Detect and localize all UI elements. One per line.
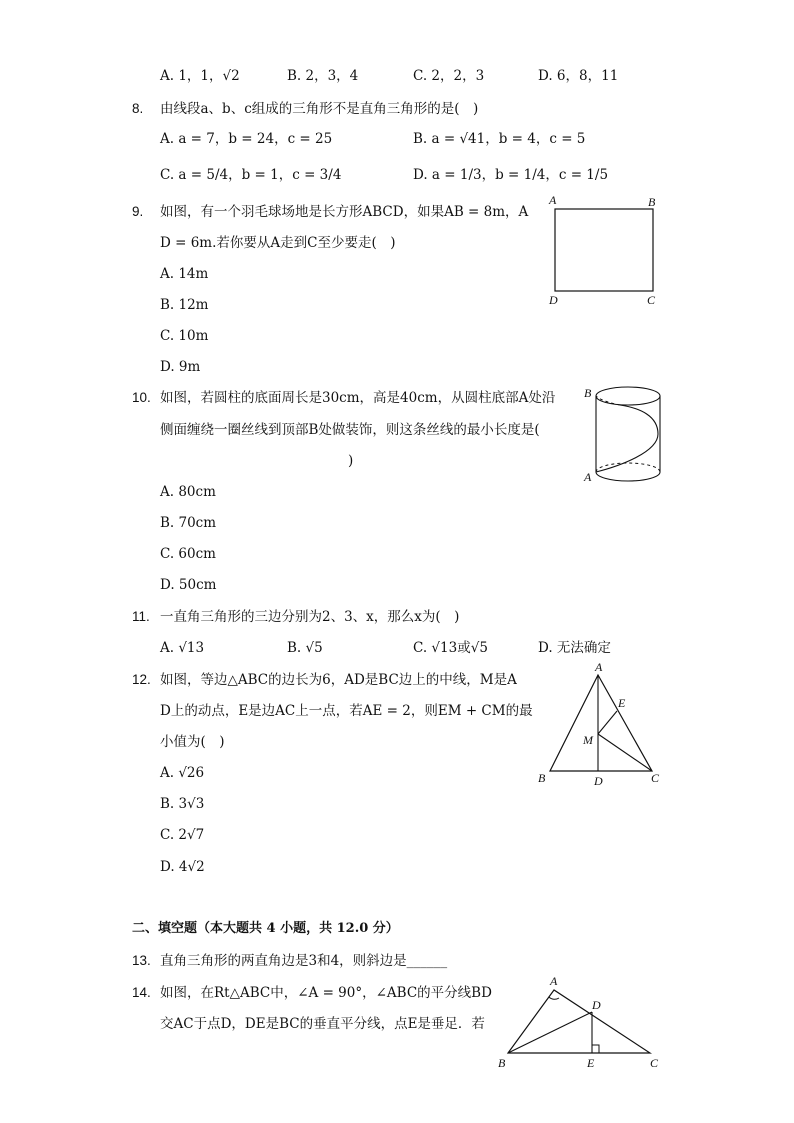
rect-label-c: C xyxy=(647,293,656,307)
q7-option-a: A. 1，1，√2 xyxy=(160,68,240,84)
q8-option-a: A. a = 7，b = 24，c = 25 xyxy=(160,131,333,147)
q10-option-a: A. 80cm xyxy=(160,484,216,500)
q8-number: 8. xyxy=(132,101,144,116)
rt-label-a: A xyxy=(550,974,558,988)
q11-stem: 一直角三角形的三边分别为2、3、x，那么x为( ) xyxy=(160,609,460,625)
tri-label-a: A xyxy=(595,660,603,674)
q12-option-d: D. 4√2 xyxy=(160,859,205,875)
q10-stem-line3: ) xyxy=(348,453,354,469)
q8-option-c: C. a = 5/4，b = 1，c = 3/4 xyxy=(160,167,342,183)
q12-stem-line2: D上的动点，E是边AC上一点，若AE = 2，则EM + CM的最 xyxy=(160,703,533,719)
tri-label-c: C xyxy=(651,771,660,785)
q7-option-b: B. 2，3，4 xyxy=(287,68,359,84)
q9-number: 9. xyxy=(132,204,144,219)
q12-stem-line1: 如图，等边△ABC的边长为6，AD是BC边上的中线，M是A xyxy=(160,672,517,688)
q9-stem-line1: 如图，有一个羽毛球场地是长方形ABCD，如果AB = 8m，A xyxy=(160,204,529,220)
q12-number: 12. xyxy=(132,672,151,687)
q11-option-c: C. √13或√5 xyxy=(413,640,488,656)
q14-number: 14. xyxy=(132,985,151,1000)
rect-label-b: B xyxy=(648,195,656,209)
tri-label-m: M xyxy=(583,733,593,747)
q11-number: 11. xyxy=(132,609,150,624)
tri-label-d: D xyxy=(594,774,603,788)
q9-option-d: D. 9m xyxy=(160,359,201,375)
q11-option-a: A. √13 xyxy=(160,640,205,656)
q9-option-c: C. 10m xyxy=(160,328,209,344)
section-title-fill-blank: 二、填空题（本大题共 4 小题，共 12.0 分） xyxy=(132,921,399,936)
right-triangle-figure xyxy=(492,972,672,1077)
q11-option-d: D. 无法确定 xyxy=(538,640,611,656)
cylinder-figure xyxy=(580,378,670,488)
cylinder-label-b: B xyxy=(584,386,592,400)
q10-option-b: B. 70cm xyxy=(160,515,217,531)
q11-option-b: B. √5 xyxy=(287,640,323,656)
q9-stem-line2: D = 6m.若你要从A走到C至少要走( ) xyxy=(160,235,396,251)
q9-option-b: B. 12m xyxy=(160,297,209,313)
q10-option-d: D. 50cm xyxy=(160,577,217,593)
q10-option-c: C. 60cm xyxy=(160,546,216,562)
q12-option-a: A. √26 xyxy=(160,765,205,781)
q7-option-c: C. 2，2，3 xyxy=(413,68,485,84)
q13-number: 13. xyxy=(132,953,151,968)
q12-stem-line3: 小值为( ) xyxy=(160,734,225,750)
q8-option-d: D. a = 1/3，b = 1/4，c = 1/5 xyxy=(413,167,609,183)
q14-stem-line2: 交AC于点D，DE是BC的垂直平分线，点E是垂足．若 xyxy=(160,1016,485,1032)
q10-number: 10. xyxy=(132,390,151,405)
rect-label-a: A xyxy=(549,193,557,207)
rt-label-b: B xyxy=(498,1056,506,1070)
tri-label-e: E xyxy=(618,696,626,710)
equilateral-triangle-figure xyxy=(530,658,670,788)
rt-label-d: D xyxy=(592,998,601,1012)
q13-stem: 直角三角形的两直角边是3和4，则斜边是______ xyxy=(160,953,448,969)
q12-option-c: C. 2√7 xyxy=(160,827,205,843)
rectangle-figure xyxy=(540,192,670,312)
q10-stem-line2: 侧面缠绕一圈丝线到顶部B处做装饰，则这条丝线的最小长度是( xyxy=(160,422,540,438)
q9-option-a: A. 14m xyxy=(160,266,209,282)
rt-label-e: E xyxy=(587,1056,595,1070)
rect-label-d: D xyxy=(549,293,558,307)
q7-option-d: D. 6，8，11 xyxy=(538,68,619,84)
rt-label-c: C xyxy=(650,1056,659,1070)
q10-stem-line1: 如图，若圆柱的底面周长是30cm，高是40cm，从圆柱底部A处沿 xyxy=(160,390,556,406)
cylinder-label-a: A xyxy=(584,470,592,484)
q8-stem: 由线段a、b、c组成的三角形不是直角三角形的是( ) xyxy=(160,101,479,117)
q14-stem-line1: 如图，在Rt△ABC中，∠A = 90°，∠ABC的平分线BD xyxy=(160,985,492,1001)
q12-option-b: B. 3√3 xyxy=(160,796,205,812)
tri-label-b: B xyxy=(538,771,546,785)
q8-option-b: B. a = √41，b = 4，c = 5 xyxy=(413,131,586,147)
